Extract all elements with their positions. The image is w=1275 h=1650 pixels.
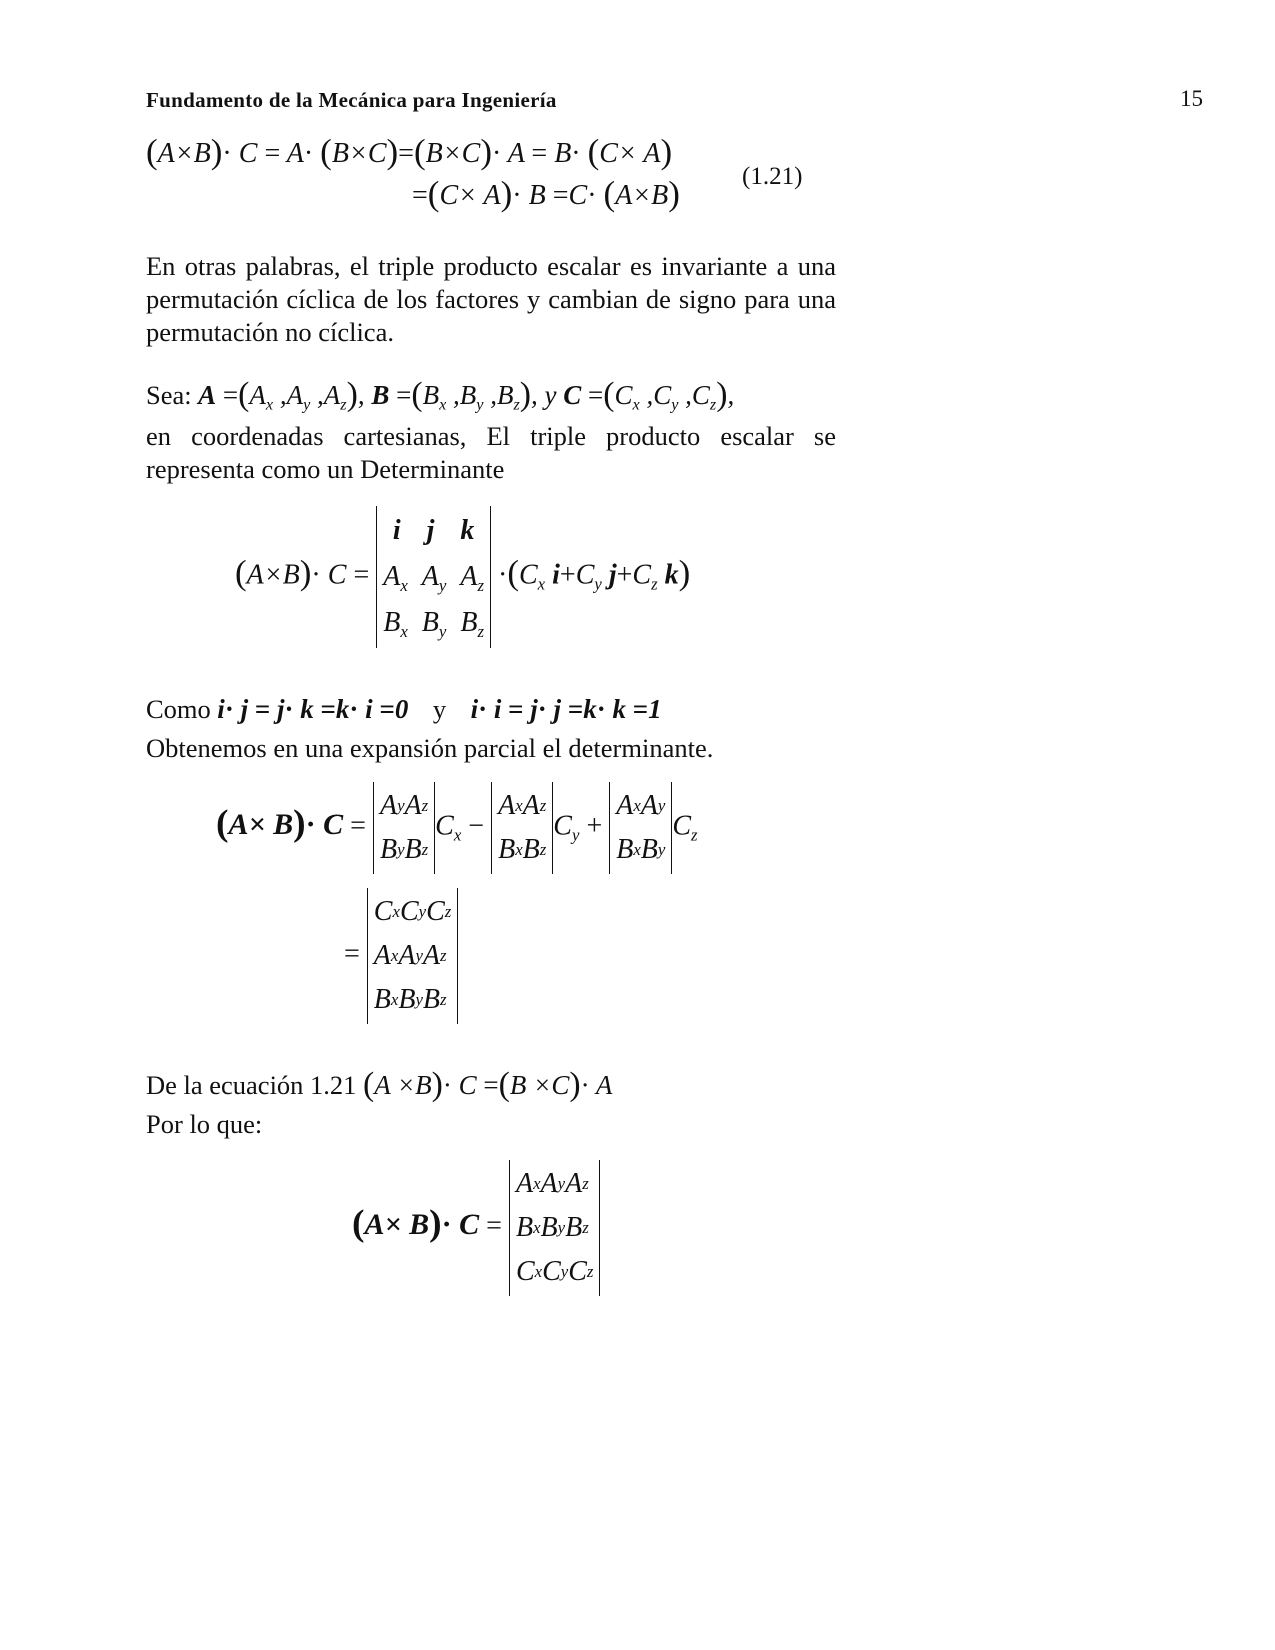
- de-la-ecuacion-label: De la ecuación 1.21: [146, 1070, 357, 1100]
- como-line: [146, 694, 662, 725]
- unit-vector-products-zero: i· j = j· k =k· i =0: [217, 694, 409, 724]
- paragraph-permutation: En otras palabras, el triple producto escalar es invariante a una permutación cíclica de los factores y cambian de signo para una permutación no cíclica.: [146, 251, 836, 347]
- equation-1-21-line2: =(C× A)· B =C· (A×B): [412, 174, 680, 213]
- de-la-ecuacion-line: [146, 1066, 613, 1103]
- unit-vector-products-one: i· i = j· j =k· k =1: [470, 694, 662, 724]
- expansion-equation: (A× B)· C = A y A z B y B z $C_x$ − A x A z B x B z $C_y$ + A x A y B x B y $C_z$: [216, 782, 698, 874]
- running-header-title: Fundamento de la Mecánica para Ingeniería: [146, 88, 557, 112]
- por-lo-que-label: Por lo que:: [146, 1109, 263, 1139]
- paragraph-cartesian: en coordenadas cartesianas, El triple producto escalar se representa como un Determinante: [146, 421, 836, 484]
- expansion-result: = C x C y C z A x A y A z B x B y B z: [344, 888, 458, 1024]
- final-determinant-equation: (A× B)· C = A x A y A z B x B y B z C x C y C z: [352, 1160, 600, 1296]
- sea-label: Sea:: [146, 380, 192, 410]
- cyclic-identity: (A ×B)· C =(B ×C)· A: [362, 1066, 613, 1103]
- determinant-equation: (A×B)· C = i j k $A_x$ $A_y$ $A_z$ $B_x$ $B_y$ $B_z$ $\cdot(C_x$ $i+C_y$ $j+C_z$ k): [235, 506, 690, 648]
- y-label: y: [432, 694, 447, 724]
- paragraph-expansion: Obtenemos en una expansión parcial el determinante.: [146, 733, 714, 763]
- equation-1-21-line1: (A×B)· C = A· (B×C)=(B×C)· A = B· (C× A): [146, 132, 673, 171]
- como-label: Como: [146, 694, 211, 724]
- equation-number: (1.21): [742, 163, 803, 190]
- page-number: 15: [1180, 86, 1203, 111]
- sea-line: [146, 376, 846, 414]
- vector-components-formula: $A =(A_x$ $,A_y$ $,A_z$), $B =(B_x$ $,B_y$ $,B_z$), y $C =(C_x$ $,C_y$ $,C_z$),: [198, 376, 735, 414]
